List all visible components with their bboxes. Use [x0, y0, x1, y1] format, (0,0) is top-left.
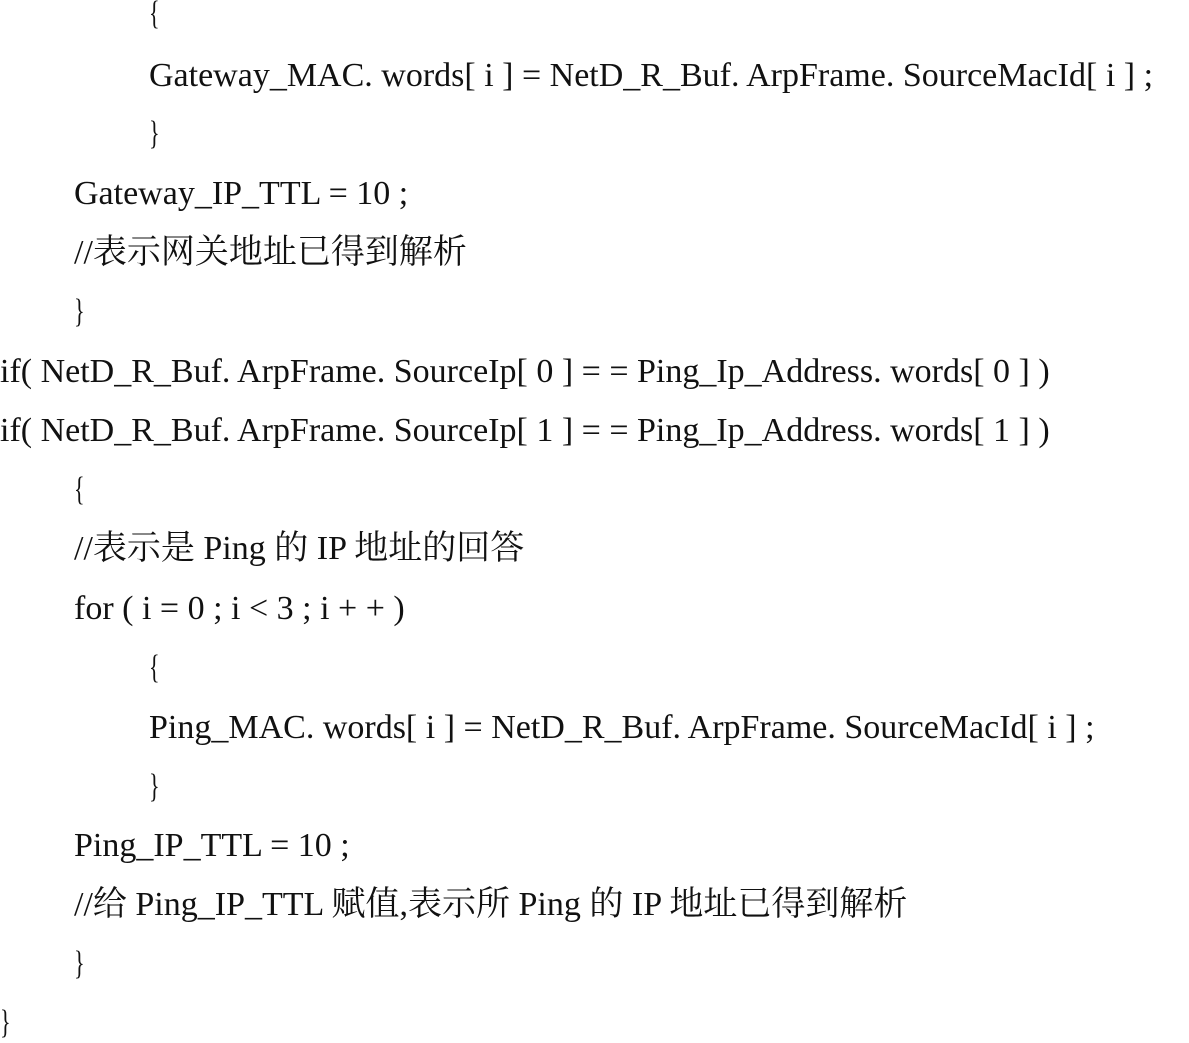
- code-line-open-brace: {: [74, 471, 85, 508]
- code-line-open-brace: {: [149, 649, 160, 686]
- code-line-comment: //表示是 Ping 的 IP 地址的回答: [74, 530, 525, 567]
- code-line-close-brace: }: [149, 768, 160, 805]
- code-line-ping-ttl: Ping_IP_TTL = 10 ;: [74, 827, 350, 864]
- code-line-gateway-mac-assign: Gateway_MAC. words[ i ] = NetD_R_Buf. ArpFrame. SourceMacId[ i ] ;: [149, 57, 1154, 94]
- code-line-comment: //表示网关地址已得到解析: [74, 234, 467, 271]
- code-line-close-brace: }: [0, 1004, 11, 1041]
- code-line-gateway-ttl: Gateway_IP_TTL = 10 ;: [74, 175, 409, 212]
- code-line-close-brace: }: [74, 293, 85, 330]
- code-line-close-brace: }: [149, 115, 160, 152]
- code-line-comment: //给 Ping_IP_TTL 赋值,表示所 Ping 的 IP 地址已得到解析: [74, 886, 908, 923]
- code-line-for-loop: for ( i = 0 ; i < 3 ; i + + ): [74, 590, 405, 627]
- code-line-if-sourceip-1: if( NetD_R_Buf. ArpFrame. SourceIp[ 1 ] = = Ping_Ip_Address. words[ 1 ] ): [0, 412, 1050, 449]
- code-line-open-brace: {: [149, 0, 160, 32]
- code-line-close-brace: }: [74, 945, 85, 982]
- code-line-if-sourceip-0: if( NetD_R_Buf. ArpFrame. SourceIp[ 0 ] = = Ping_Ip_Address. words[ 0 ] ): [0, 353, 1050, 390]
- code-line-ping-mac-assign: Ping_MAC. words[ i ] = NetD_R_Buf. ArpFrame. SourceMacId[ i ] ;: [149, 709, 1095, 746]
